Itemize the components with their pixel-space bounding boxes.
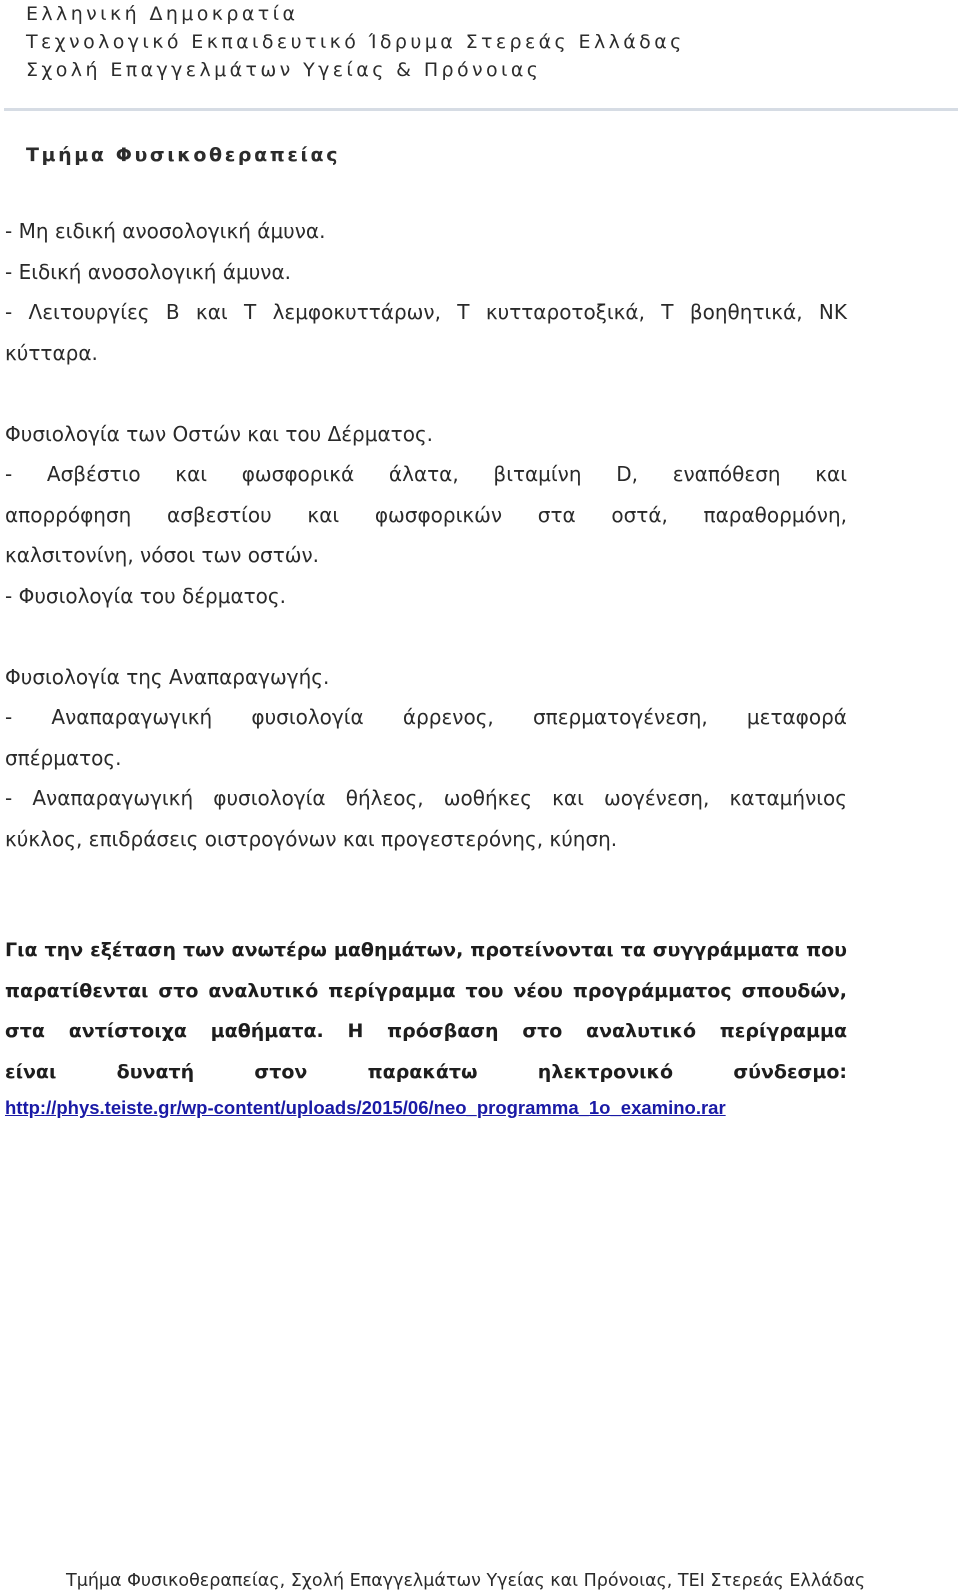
course-content [5, 211, 847, 859]
notice-line-1: Για την εξέταση των ανωτέρω μαθημάτων, προτείνονται τα συγγράμματα που [5, 939, 847, 961]
notice-line-3: στα αντίστοιχα μαθήματα. Η πρόσβαση στο αναλυτικό περίγραμμα [5, 1020, 847, 1042]
notice-line-4: είναι δυνατή στον παρακάτω ηλεκτρονικό σύνδεσμο: [5, 1060, 847, 1083]
bones-skin-item-1-line-1: - Ασβέστιο και φωσφορικά άλατα, βιταμίνη D, εναπόθεση και [5, 462, 847, 486]
page-footer: Τμήμα Φυσικοθεραπείας, Σχολή Επαγγελμάτων Υγείας και Πρόνοιας, ΤΕΙ Στερεάς Ελλάδας [66, 1571, 866, 1591]
reproduction-item-1-line-2: σπέρματος. [5, 745, 122, 770]
document-header [26, 0, 685, 84]
reproduction-item-2-line-2: κύκλος, επιδράσεις οιστρογόνων και προγεστερόνης, κύηση. [5, 826, 618, 851]
header-school: Σχολή Επαγγελμάτων Υγείας & Πρόνοιας [26, 59, 542, 81]
immunity-item-1: - Μη ειδική ανοσολογική άμυνα. [5, 219, 326, 243]
department-title: Τμήμα Φυσικοθεραπείας [26, 144, 341, 166]
exam-notice [5, 930, 847, 1092]
bones-skin-item-2: - Φυσιολογία του δέρματος. [5, 583, 287, 608]
immunity-item-2: - Ειδική ανοσολογική άμυνα. [5, 259, 291, 284]
bones-skin-item-1-line-2: απορρόφηση ασβεστίου και φωσφορικών στα οστά, παραθορμόνη, [5, 502, 847, 527]
reproduction-item-1-line-1: - Αναπαραγωγική φυσιολογία άρρενος, σπερματογένεση, μεταφορά [5, 705, 847, 729]
notice-line-2: παρατίθενται στο αναλυτικό περίγραμμα του νέου προγράμματος σπουδών, [5, 979, 847, 1002]
header-country: Ελληνική Δημοκρατία [26, 3, 299, 25]
immunity-item-3-line-2: κύτταρα. [5, 340, 98, 365]
bones-skin-heading: Φυσιολογία των Οστών και του Δέρματος. [5, 421, 434, 446]
curriculum-link[interactable]: http://phys.teiste.gr/wp-content/uploads/2015/06/neo_programma_1o_examino.rar [5, 1097, 726, 1118]
bones-skin-item-1-line-3: καλσιτονίνη, νόσοι των οστών. [5, 543, 320, 567]
header-institution: Τεχνολογικό Εκπαιδευτικό Ίδρυμα Στερεάς Ελλάδας [26, 31, 685, 53]
immunity-item-3-line-1: - Λειτουργίες Β και Τ λεμφοκυττάρων, Τ κυτταροτοξικά, Τ βοηθητικά, ΝΚ [5, 300, 847, 324]
reproduction-item-2-line-1: - Αναπαραγωγική φυσιολογία θήλεος, ωοθήκες και ωογένεση, καταμήνιος [5, 786, 847, 810]
header-divider [4, 108, 958, 111]
reproduction-heading: Φυσιολογία της Αναπαραγωγής. [5, 664, 330, 689]
